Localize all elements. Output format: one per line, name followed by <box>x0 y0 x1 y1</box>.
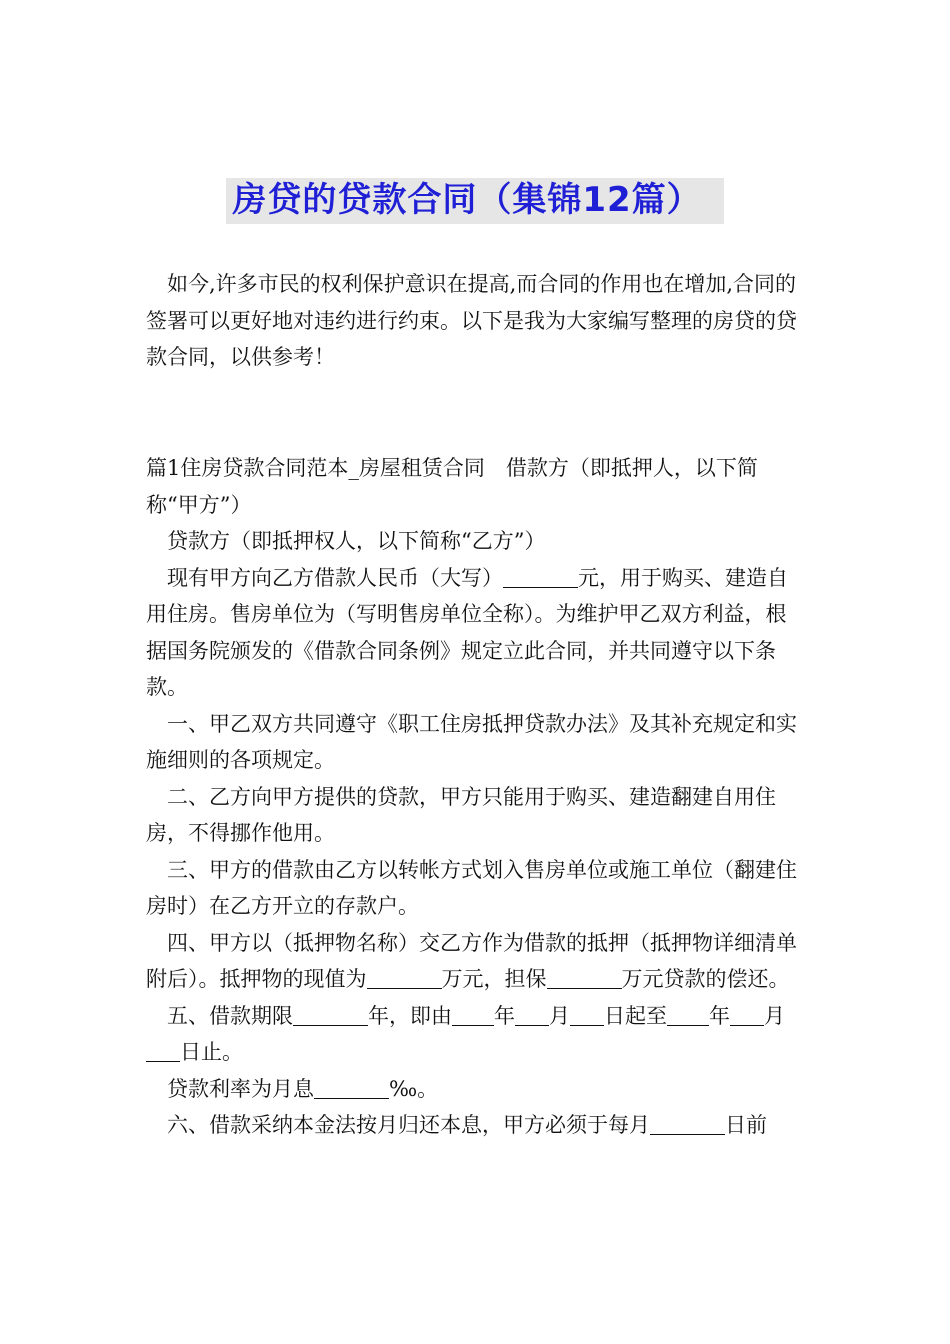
text-segment: 月 <box>549 1003 570 1028</box>
text-segment: 日起至 <box>604 1003 667 1028</box>
blank-line <box>367 967 442 989</box>
text-segment: 六、借款采纳本金法按月归还本息，甲方必须于每月 <box>167 1113 650 1137</box>
text-segment: 元，用于购买、建造自用住房。售房单位为（写明售房单位全称）。为维护甲乙双方利益，根据国务院颁发的《借款合同条例》规定立此合同，并共同遵守以下条款。 <box>146 565 788 699</box>
text-segment: 年 <box>494 1003 515 1028</box>
clause-2: 二、乙方向甲方提供的贷款，甲方只能用于购买、建造翻建自用住房，不得挪作他用。 <box>146 784 776 845</box>
blank-line <box>293 1004 368 1026</box>
text-segment: 年，即由 <box>368 1003 452 1028</box>
blank-line <box>314 1077 389 1099</box>
text-segment: 年 <box>709 1003 730 1028</box>
title-wrapper <box>0 178 950 224</box>
section-heading: 篇1住房贷款合同范本_房屋租赁合同 借款方（即抵押人，以下简称“甲方”） <box>146 456 758 517</box>
document-title: 房贷的贷款合同（集锦12篇） <box>226 178 723 224</box>
clause-5 <box>146 998 806 1071</box>
text-segment: 月 <box>764 1003 785 1028</box>
intro-paragraph: 如今,许多市民的权利保护意识在提高,而合同的作用也在增加,合同的签署可以更好地对违约进行约束。以下是我为大家编写整理的房贷的贷款合同，以供参考！ <box>146 272 797 369</box>
intro-section <box>146 266 806 376</box>
blank-line <box>146 1040 180 1062</box>
clause-6 <box>146 1107 806 1144</box>
lender-paragraph: 贷款方（即抵押权人，以下简称“乙方”） <box>167 529 546 553</box>
clause-1: 一、甲乙双方共同遵守《职工住房抵押贷款办法》及其补充规定和实施细则的各项规定。 <box>146 711 797 772</box>
blank-line <box>730 1004 764 1026</box>
blank-line <box>667 1004 709 1026</box>
clause-4 <box>146 925 806 998</box>
text-segment: 日止。 <box>180 1040 243 1064</box>
text-segment: 贷款利率为月息 <box>167 1076 314 1101</box>
clause-3: 三、甲方的借款由乙方以转帐方式划入售房单位或施工单位（翻建住房时）在乙方开立的存款户。 <box>146 857 797 918</box>
blank-line <box>547 967 622 989</box>
blank-line <box>650 1113 725 1135</box>
text-segment: 四、甲方以（抵押物名称）交乙方作为借款的抵押（抵押物详细清单附后）。抵押物的现值为 <box>146 930 797 991</box>
text-segment: ‰。 <box>389 1076 439 1101</box>
text-segment: 五、借款期限 <box>167 1003 293 1028</box>
text-segment: 万元贷款的偿还。 <box>621 967 790 991</box>
blank-line <box>452 1004 494 1026</box>
contract-body <box>146 450 806 1144</box>
interest-rate-paragraph <box>146 1071 806 1108</box>
text-segment: 万元，担保 <box>441 967 547 991</box>
blank-line <box>515 1004 549 1026</box>
blank-line <box>570 1004 604 1026</box>
loan-amount-paragraph <box>146 560 806 706</box>
text-segment: 日前 <box>725 1113 767 1137</box>
text-segment: 现有甲方向乙方借款人民币（大写） <box>167 565 503 590</box>
blank-line <box>503 566 578 588</box>
